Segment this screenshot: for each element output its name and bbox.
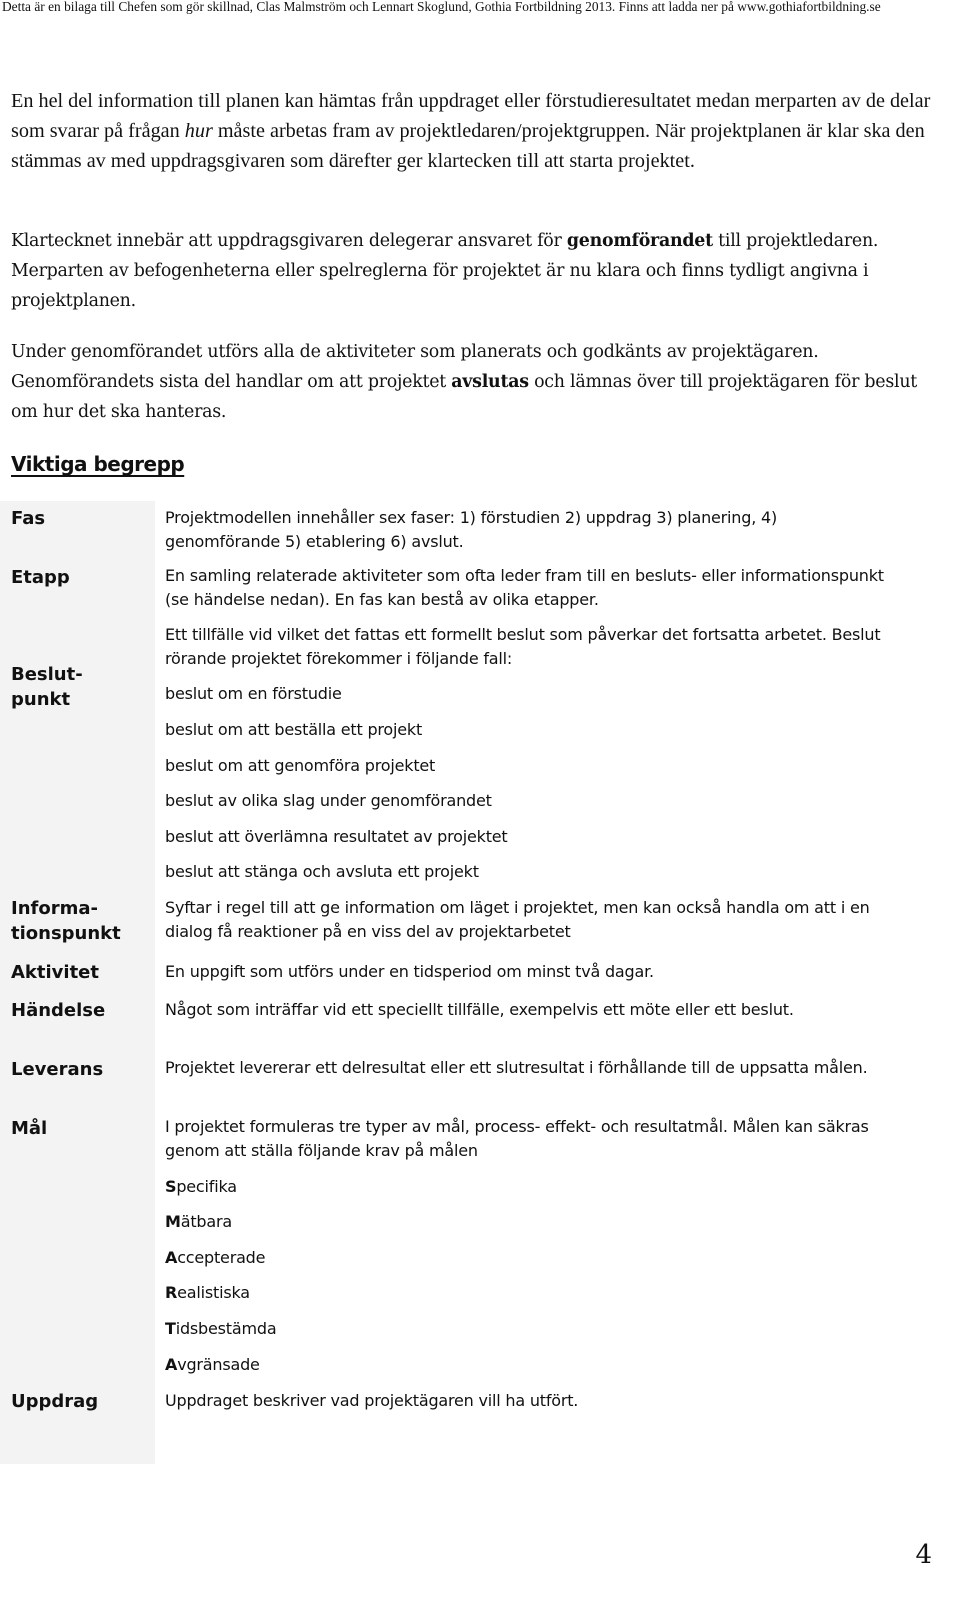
smart-letter: M <box>165 1212 181 1231</box>
smart-rest: vgränsade <box>177 1355 260 1374</box>
term-etapp: Etapp <box>11 567 70 588</box>
para3-text-2: och lämnas över till projektägaren för beslut om hur det ska hanteras. <box>11 372 918 422</box>
def-informationspunkt: Syftar i regel till att ge information om läget i projektet, men kan också handla om att i en dialog få reaktioner på en viss del av projektarbetet <box>165 898 870 941</box>
para3-text-1: Under genomförandet utförs alla de aktiviteter som planerats och godkänts av projektägaren. Genomförandets sista del handlar om att projektet <box>11 342 819 392</box>
smart-rest: idsbestämda <box>175 1319 277 1338</box>
paragraph-klartecken <box>11 226 946 316</box>
smart-letter: A <box>165 1355 178 1374</box>
intro-italic: hur <box>184 120 213 142</box>
term-info-line1: Informa- <box>11 898 98 919</box>
term-aktivitet: Aktivitet <box>11 962 99 983</box>
intro-text-1: En hel del information till planen kan hämtas från uppdraget eller förstudieresultatet medan merparten av de delar som svarar på frågan <box>11 90 931 142</box>
term-info-line2: tionspunkt <box>11 923 121 944</box>
def-leverans: Projektet levererar ett delresultat eller ett slutresultat i förhållande till de uppsatta målen. <box>165 1058 868 1077</box>
beslut-case: beslut av olika slag under genomförandet <box>165 791 492 810</box>
def-uppdrag: Uppdraget beskriver vad projektägaren vill ha utfört. <box>165 1391 579 1410</box>
intro-paragraph <box>11 86 946 176</box>
smart-rest: ätbara <box>180 1212 232 1231</box>
term-mal: Mål <box>11 1118 48 1139</box>
def-aktivitet: En uppgift som utförs under en tidsperiod om minst två dagar. <box>165 962 654 981</box>
def-mal: I projektet formuleras tre typer av mål, process- effekt- och resultatmål. Målen kan säkras genom att ställa följande krav på målen <box>165 1117 869 1160</box>
page-header: Detta är en bilaga till Chefen som gör skillnad, Clas Malmström och Lennart Skoglund, Gothia Fortbildning 2013. Finns att ladda ner på www.gothiafortbildning.se <box>2 0 881 14</box>
def-fas: Projektmodellen innehåller sex faser: 1) förstudien 2) uppdrag 3) planering, 4) genomförande 5) etablering 6) avslut. <box>165 508 777 551</box>
smart-item <box>165 1210 232 1234</box>
term-uppdrag: Uppdrag <box>11 1391 99 1412</box>
para2-text-1: Klartecknet innebär att uppdragsgivaren delegerar ansvaret för <box>11 231 567 251</box>
smart-rest: ealistiska <box>177 1283 250 1302</box>
term-beslutpunkt <box>11 662 83 712</box>
intro-text-2: måste arbetas fram av projektledaren/projektgruppen. När projektplanen är klar ska den stämmas av med uppdragsgivaren som därefter ger klartecken till att starta projektet. <box>11 120 925 172</box>
beslut-case: beslut om en förstudie <box>165 684 342 703</box>
smart-rest: pecifika <box>176 1177 237 1196</box>
smart-letter: S <box>165 1177 177 1196</box>
page-number: 4 <box>915 1540 932 1570</box>
smart-rest: ccepterade <box>177 1248 266 1267</box>
smart-item <box>165 1353 260 1377</box>
para2-text-2: till projektledaren. Merparten av befogenheterna eller spelreglerna för projektet är nu klara och finns tydligt angivna i projektplanen. <box>11 231 879 311</box>
smart-item <box>165 1175 237 1199</box>
term-fas: Fas <box>11 508 46 529</box>
para2-bold: genomförandet <box>566 231 713 251</box>
beslut-case: beslut om att genomföra projektet <box>165 756 436 775</box>
beslut-case: beslut att stänga och avsluta ett projekt <box>165 862 479 881</box>
section-heading: Viktiga begrepp <box>11 452 185 476</box>
para3-bold: avslutas <box>451 372 529 392</box>
beslut-case: beslut om att beställa ett projekt <box>165 720 423 739</box>
def-etapp: En samling relaterade aktiviteter som ofta leder fram till en besluts- eller informationspunkt (se händelse nedan). En fas kan bestå av olika etapper. <box>165 566 884 609</box>
smart-item <box>165 1317 276 1341</box>
smart-letter: A <box>165 1248 178 1267</box>
def-handelse: Något som inträffar vid ett speciellt tillfälle, exempelvis ett möte eller ett beslut. <box>165 1000 794 1019</box>
beslut-case: beslut att överlämna resultatet av projektet <box>165 827 508 846</box>
smart-letter: T <box>165 1319 176 1338</box>
term-beslut-line2: punkt <box>11 689 71 710</box>
smart-item <box>165 1281 250 1305</box>
term-informationspunkt <box>11 896 121 946</box>
term-beslut-line1: Beslut- <box>11 664 83 685</box>
smart-item <box>165 1246 265 1270</box>
paragraph-genomforande <box>11 337 946 427</box>
term-handelse: Händelse <box>11 1000 106 1021</box>
smart-letter: R <box>165 1283 178 1302</box>
def-beslutpunkt: Ett tillfälle vid vilket det fattas ett formellt beslut som påverkar det fortsatta arbetet. Beslut rörande projektet förekommer i följande fall: <box>165 625 881 668</box>
term-leverans: Leverans <box>11 1059 104 1080</box>
